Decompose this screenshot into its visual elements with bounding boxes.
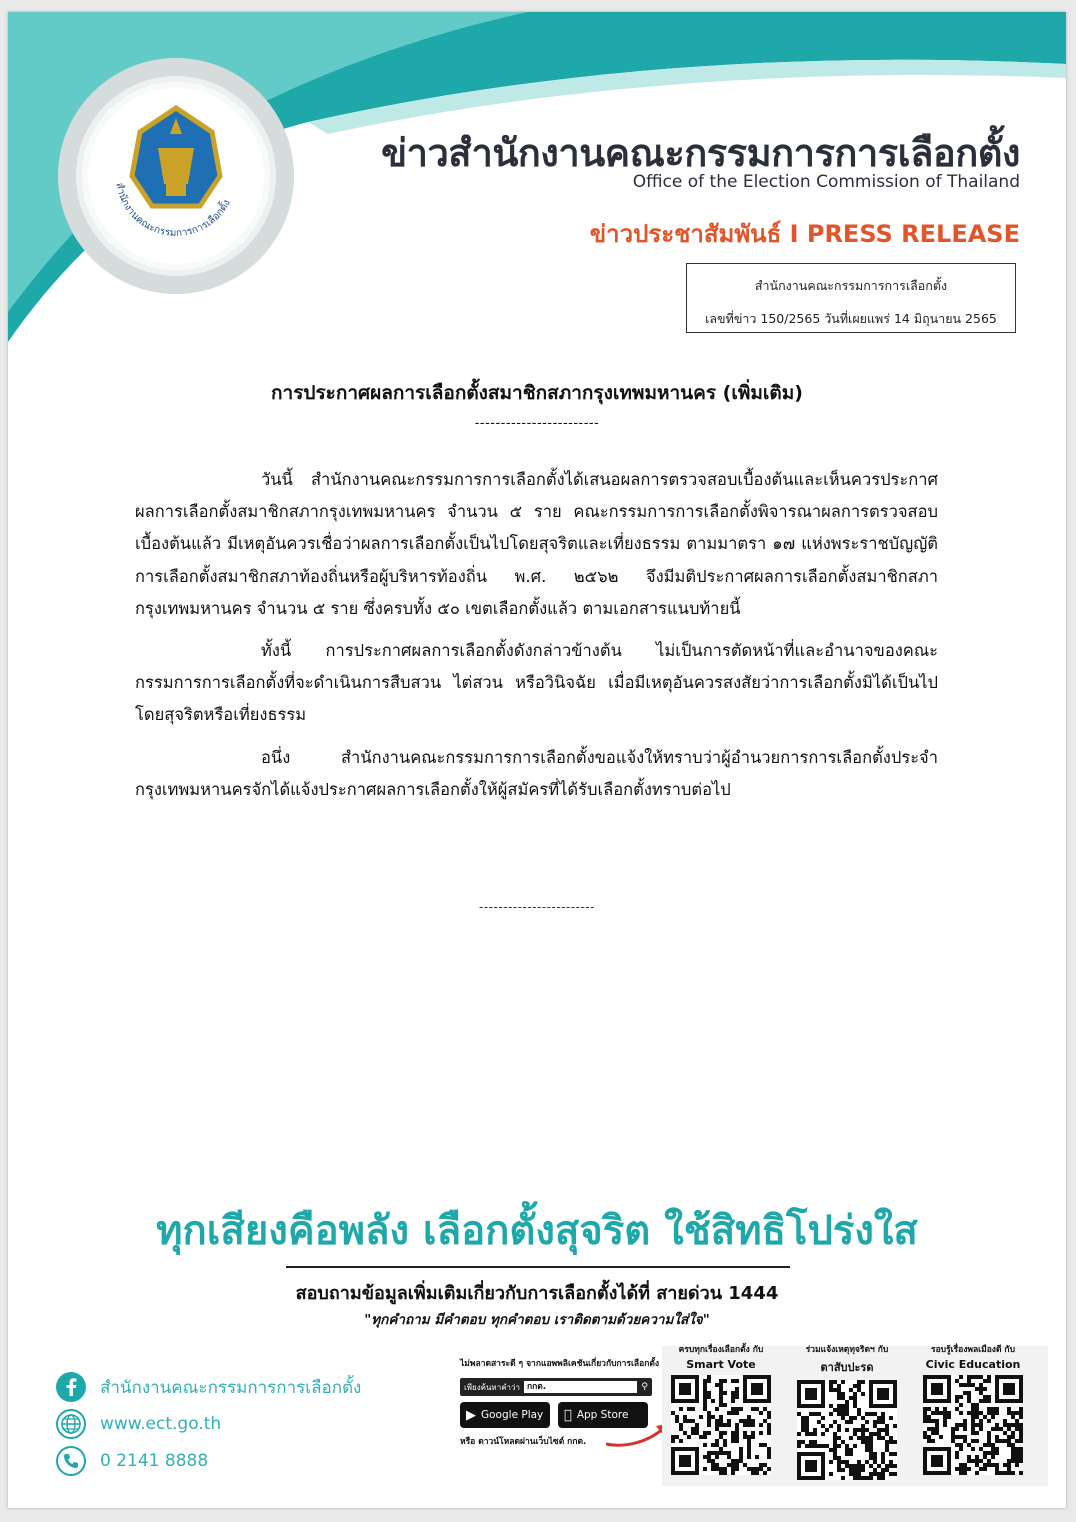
- logo-ring-text: สำนักงานคณะกรรมการการเลือกตั้ง: [113, 181, 233, 240]
- qr-code-icon: [671, 1375, 771, 1475]
- app-caption: ไม่พลาดสาระดี ๆ จากแอพพลิเคชันเกี่ยวกับการเลือกตั้ง: [460, 1359, 660, 1369]
- apple-icon: [564, 1408, 572, 1423]
- campaign-slogan: ทุกเสียงคือพลัง เลือกตั้งสุจริต ใช้สิทธิโปร่งใส: [156, 1208, 918, 1254]
- facebook-icon: [56, 1372, 86, 1402]
- globe-icon: [56, 1409, 86, 1439]
- reference-number-date: เลขที่ข่าว 150/2565 วันที่เผยแพร่ 14 มิถุนายน 2565: [705, 311, 997, 326]
- ect-emblem-icon: [88, 88, 264, 264]
- app-search-bar: [460, 1378, 652, 1396]
- qr-ta-sapparot[interactable]: [788, 1342, 906, 1480]
- qr-code-icon: [923, 1375, 1023, 1475]
- reference-office: สำนักงานคณะกรรมการการเลือกตั้ง: [754, 278, 948, 293]
- document-title: การประกาศผลการเลือกตั้งสมาชิกสภากรุงเทพมหานคร (เพิ่มเติม): [271, 382, 803, 404]
- app-search-value: กกต.: [524, 1381, 637, 1393]
- hotline-text: สอบถามข้อมูลเพิ่มเติมเกี่ยวกับการเลือกตั้งได้ที่ สายด่วน 1444: [295, 1283, 779, 1304]
- qr-caption: รอบรู้เรื่องพลเมืองดี กับ: [931, 1345, 1015, 1355]
- qr-caption: ร่วมแจ้งเหตุทุจริตฯ กับ: [805, 1345, 889, 1355]
- document-body: [135, 464, 938, 816]
- google-play-button[interactable]: [460, 1402, 550, 1428]
- press-release-page: [8, 12, 1066, 1508]
- qr-app-name: ตาสับปะรด: [820, 1361, 874, 1374]
- qr-civic-education[interactable]: [914, 1342, 1032, 1475]
- body-paragraph-1: วันนี้ สำนักงานคณะกรรมการการเลือกตั้งได้เสนอผลการตรวจสอบเบื้องต้นและเห็นควรประกาศผลการเลือกตั้งสมาชิกสภากรุงเทพมหานคร จำนวน ๕ ราย คณะกรรมการการเลือกตั้งพิจารณาผลการตรวจสอบเบื้องต้นแล้ว มีเหตุอันควรเชื่อว่าผลการเลือกตั้งเป็นไปโดยสุจริตและเที่ยงธรรม ตามมาตรา ๑๗ แห่งพระราชบัญญัติการเลือกตั้งสมาชิกสภาท้องถิ่นหรือผู้บริหารท้องถิ่น พ.ศ. ๒๕๖๒ จึงมีมติประกาศผลการเลือกตั้งสมาชิกสภากรุงเทพมหานคร จำนวน ๕ ราย ซึ่งครบทั้ง ๕๐ เขตเลือกตั้งแล้ว ตามเอกสารแนบท้ายนี้: [135, 470, 938, 618]
- download-note: หรือ ดาวน์โหลดผ่านเว็บไซต์ กกต.: [460, 1437, 587, 1447]
- qr-caption: ครบทุกเรื่องเลือกตั้ง กับ: [678, 1345, 764, 1355]
- header-title-thai: ข่าวสำนักงานคณะกรรมการการเลือกตั้ง: [381, 131, 1020, 175]
- qr-app-name: Smart Vote: [686, 1358, 756, 1371]
- qr-smart-vote[interactable]: [662, 1342, 780, 1475]
- google-play-icon: ▶: [466, 1407, 476, 1423]
- contact-website[interactable]: [56, 1409, 221, 1439]
- title-separator: ------------------------: [474, 416, 600, 431]
- motto-quote: "ทุกคำถาม มีคำตอบ ทุกคำตอบ เราติดตามด้วยความใส่ใจ": [364, 1312, 710, 1328]
- contact-facebook[interactable]: [56, 1372, 361, 1402]
- facebook-page-name: สำนักงานคณะกรรมการการเลือกตั้ง: [100, 1377, 362, 1398]
- phone-icon: [56, 1446, 86, 1476]
- slogan-divider: [286, 1266, 790, 1268]
- website-url: www.ect.go.th: [100, 1414, 222, 1434]
- app-search-label: เพียงค้นหาคำว่า: [464, 1382, 521, 1392]
- end-separator: ------------------------: [479, 900, 595, 914]
- phone-number: 0 2141 8888: [100, 1451, 209, 1471]
- google-play-label: Google Play: [481, 1409, 544, 1421]
- body-paragraph-2: ทั้งนี้ การประกาศผลการเลือกตั้งดังกล่าวข้างต้น ไม่เป็นการตัดหน้าที่และอำนาจของคณะกรรมการการเลือกตั้งที่จะดำเนินการสืบสวน ไต่สวน หรือวินิจฉัย เมื่อมีเหตุอันควรสงสัยว่าการเลือกตั้งมิได้เป็นไปโดยสุจริตหรือเที่ยงธรรม: [135, 641, 938, 725]
- magnifier-icon: ⚲: [641, 1382, 648, 1392]
- qr-app-name: Civic Education: [925, 1358, 1021, 1371]
- header-title-english: Office of the Election Commission of Thailand: [632, 172, 1020, 192]
- app-store-label: App Store: [569, 1409, 621, 1421]
- qr-code-icon: [797, 1380, 897, 1480]
- reference-box: [686, 263, 1016, 333]
- contact-phone[interactable]: [56, 1446, 208, 1476]
- body-paragraph-3: อนึ่ง สำนักงานคณะกรรมการการเลือกตั้งขอแจ้งให้ทราบว่าผู้อำนวยการการเลือกตั้งประจำกรุงเทพมหานครจักได้แจ้งประกาศผลการเลือกตั้งให้ผู้สมัครที่ได้รับเลือกตั้งทราบต่อไป: [135, 747, 938, 799]
- press-release-label: ข่าวประชาสัมพันธ์ I PRESS RELEASE: [589, 220, 1020, 248]
- ect-logo: [88, 88, 264, 264]
